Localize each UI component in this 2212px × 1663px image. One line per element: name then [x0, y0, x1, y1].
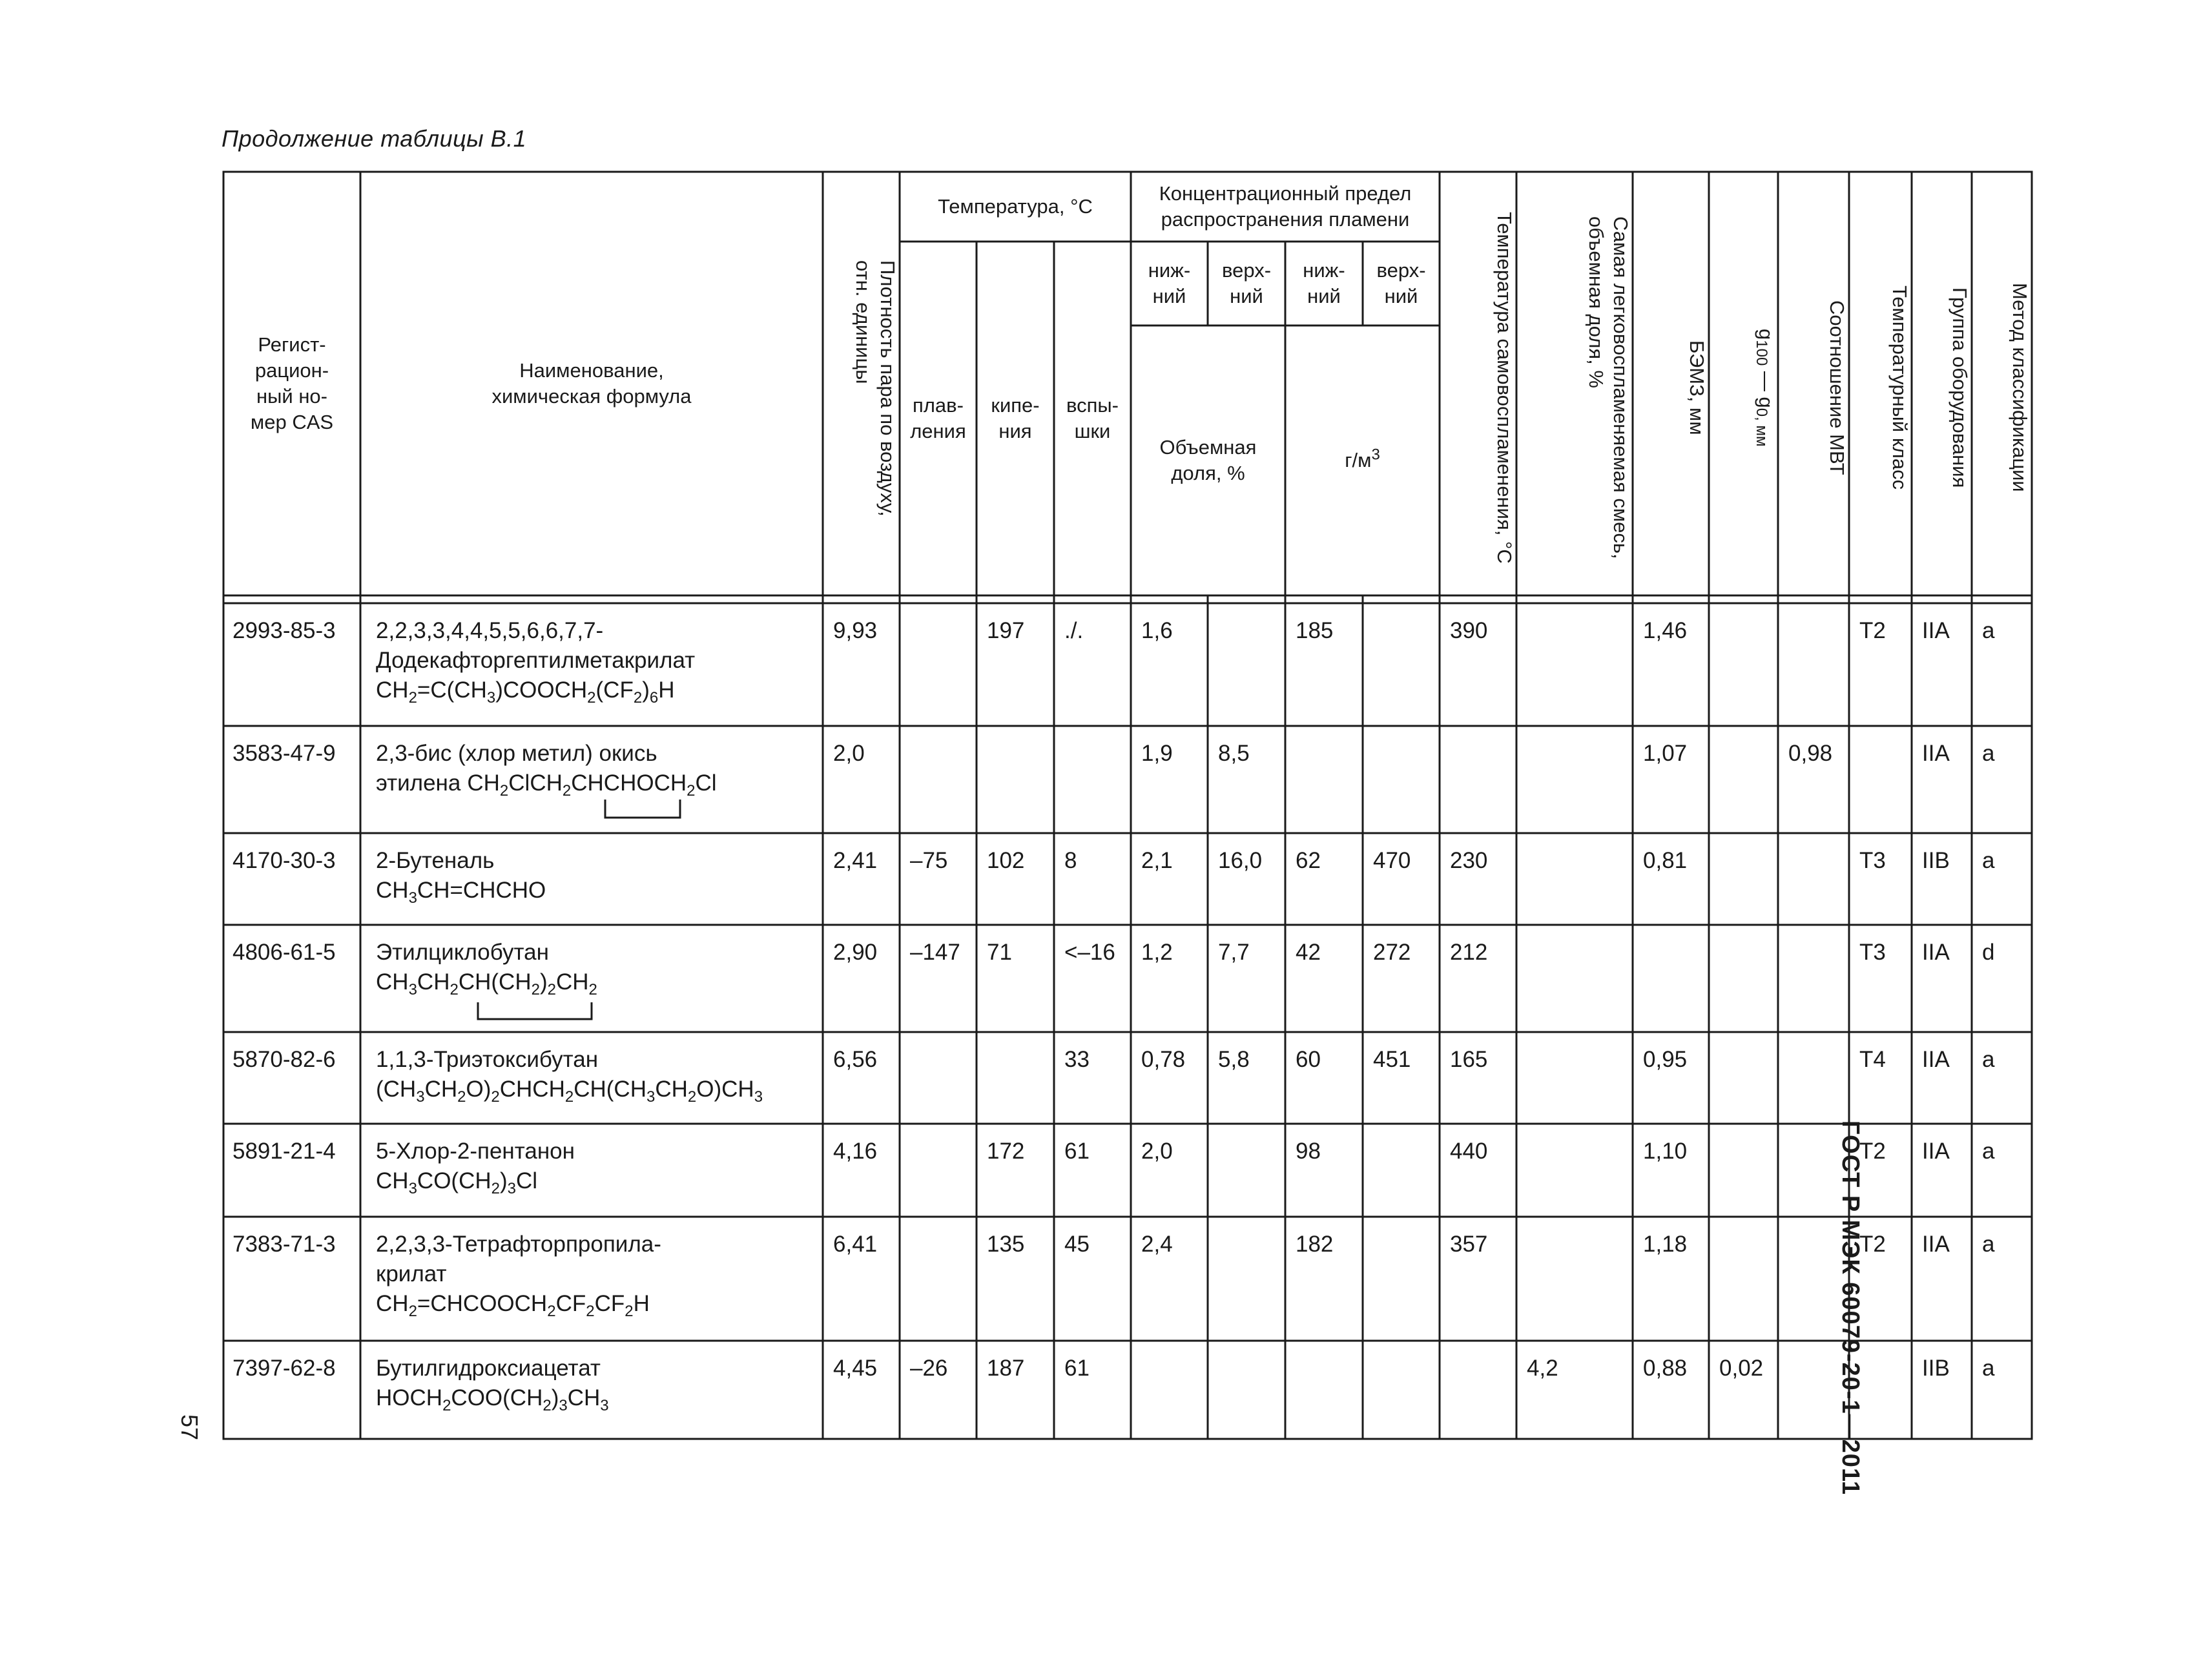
cell-mic [1778, 603, 1849, 726]
cell-density: 9,93 [833, 618, 878, 643]
formula-subscript: 3 [416, 1088, 425, 1106]
cell-vol-up [1208, 1217, 1285, 1341]
cell-method: a [1982, 1139, 1995, 1164]
cell-mix [1516, 603, 1633, 726]
cell-flash: 61 [1064, 1356, 1090, 1381]
formula-part: =C(CH [417, 677, 487, 703]
substance-name-line2: крилат [376, 1261, 447, 1286]
cell-mesg [1633, 925, 1709, 1032]
chemical-formula [376, 1075, 815, 1104]
header-mic-ratio: Соотношение МВТ [1826, 300, 1848, 475]
document-title: ГОСТ Р МЭК 60079-20-1—2011 [1837, 1120, 1865, 1496]
header-upper-vol: верх- ний [1221, 259, 1272, 307]
cell-g [1709, 833, 1778, 925]
cell-mic [1778, 1032, 1849, 1124]
cell-vol-low: 0,78 [1141, 1047, 1186, 1072]
substance-name: Этилциклобутан [376, 940, 549, 965]
cell-cas: 5891-21-4 [233, 1139, 336, 1164]
cell-melt [900, 603, 977, 726]
substance-name: Бутилгидроксиацетат [376, 1356, 601, 1381]
formula-subscript: 2 [442, 1397, 451, 1414]
cell-method: a [1982, 1356, 1995, 1381]
cell-method: a [1982, 618, 1995, 643]
cell-g [1709, 1124, 1778, 1217]
formula-part: )COOCH [495, 677, 588, 703]
chemical-formula [376, 1289, 815, 1319]
header-concentration: Концентрационный предел распространения пламени [1159, 182, 1412, 231]
cell-vol-up [1208, 603, 1285, 726]
cell-mic [1778, 1341, 1849, 1439]
formula-part: CH(CH [574, 1077, 646, 1102]
cell-name [360, 603, 823, 726]
header-equipment-group: Группа оборудования [1948, 287, 1971, 488]
cell-name [360, 1124, 823, 1217]
formula-part: CH [417, 969, 450, 995]
cell-g [1709, 726, 1778, 833]
cell-mesg: 0,81 [1643, 848, 1688, 873]
header-melt: плав- ления [910, 394, 966, 442]
formula-subscript: 2 [543, 1397, 552, 1414]
header-classification-method: Метод классификации [2009, 283, 2031, 492]
cell-g-low: 182 [1296, 1232, 1334, 1257]
header-lower-gm3: ниж- ний [1303, 259, 1345, 307]
header-g100-g0: $g_{100}$ — $g_{0, мм}$ [1752, 328, 1777, 447]
formula-subscript: 2 [450, 981, 459, 998]
formula-part: CH [567, 1385, 601, 1410]
cell-g [1709, 925, 1778, 1032]
cell-mesg: 0,95 [1643, 1047, 1688, 1072]
cell-group: IIA [1922, 940, 1950, 965]
header-boil: кипе- ния [991, 394, 1040, 442]
header-upper-gm3: верх- ний [1376, 259, 1426, 307]
cell-autoign [1440, 726, 1516, 833]
formula-part: CH [467, 770, 500, 796]
header-autoignition: Температура самовоспламенения, °С [1493, 211, 1516, 564]
cell-mix [1516, 833, 1633, 925]
cell-g-low: 185 [1296, 618, 1334, 643]
formula-part: ) [642, 677, 650, 703]
cell-boil: 102 [987, 848, 1025, 873]
cell-group: IIA [1922, 1139, 1950, 1164]
page-number: 57 [176, 1414, 203, 1441]
cell-autoign: 357 [1450, 1232, 1488, 1257]
formula-subscript: 2 [491, 1088, 500, 1106]
cell-melt [900, 1217, 977, 1341]
cell-g-up: 470 [1373, 848, 1411, 873]
formula-part: Cl [516, 1168, 538, 1193]
formula-subscript: 2 [499, 782, 509, 800]
cell-autoign [1440, 1341, 1516, 1439]
cell-g-up [1363, 603, 1440, 726]
substance-name: 2,3-бис (хлор метил) окись [376, 741, 657, 766]
formula-part: CO(CH [417, 1168, 491, 1193]
cell-autoign: 212 [1450, 940, 1488, 965]
cell-melt: –147 [910, 940, 960, 965]
formula-subscript: 3 [646, 1088, 656, 1106]
header-cas: Регист- рацион- ный но- мер CAS [250, 333, 334, 433]
cell-g-up [1363, 1217, 1440, 1341]
cell-boil: 71 [987, 940, 1012, 965]
formula-part: CHCH [499, 1077, 565, 1102]
cell-method: d [1982, 940, 1995, 965]
cell-tclass: T2 [1859, 1232, 1886, 1257]
cell-mesg: 1,07 [1643, 741, 1688, 766]
cell-tclass [1849, 1341, 1912, 1439]
cell-flash: 61 [1064, 1139, 1090, 1164]
cell-g [1709, 603, 1778, 726]
formula-part: =CHCOOCH [417, 1291, 548, 1316]
cell-vol-up: 8,5 [1218, 741, 1250, 766]
chemical-formula [376, 676, 815, 705]
chemical-formula [467, 770, 717, 800]
cell-boil: 187 [987, 1356, 1025, 1381]
cell-g-up [1363, 1341, 1440, 1439]
formula-part: ) [500, 1168, 508, 1193]
formula-part: CF [594, 1291, 625, 1316]
cell-mix: 4,2 [1527, 1356, 1558, 1381]
formula-subscript: 2 [687, 782, 696, 800]
cell-vol-low: 1,9 [1141, 741, 1173, 766]
cell-mesg: 1,18 [1643, 1232, 1688, 1257]
cell-mic [1778, 1217, 1849, 1341]
formula-part: CH [555, 969, 589, 995]
cell-vol-up: 7,7 [1218, 940, 1250, 965]
cell-cas: 7397-62-8 [233, 1356, 336, 1381]
cell-g-low [1285, 726, 1363, 833]
chemical-formula [376, 967, 815, 997]
cell-melt [900, 726, 977, 833]
cell-vol-up: 5,8 [1218, 1047, 1250, 1072]
cell-tclass: T3 [1859, 848, 1886, 873]
cell-density: 6,41 [833, 1232, 878, 1257]
cell-cas: 4806-61-5 [233, 940, 336, 965]
formula-part: CF [555, 1291, 586, 1316]
cell-mix [1516, 925, 1633, 1032]
cell-vol-low: 1,2 [1141, 940, 1173, 965]
formula-subscript: 2 [587, 689, 596, 707]
formula-part: ClCH [508, 770, 563, 796]
substance-name: 5-Хлор-2-пентанон [376, 1139, 575, 1164]
cell-group: IIA [1922, 1047, 1950, 1072]
header-density: Плотность пара по воздуху, отн. единицы [852, 260, 899, 517]
cell-vol-up [1208, 1124, 1285, 1217]
formula-subscript: 2 [625, 1303, 634, 1320]
cell-flash [1054, 726, 1131, 833]
cell-mic [1778, 1124, 1849, 1217]
cell-g [1709, 1032, 1778, 1124]
cell-boil: 135 [987, 1232, 1025, 1257]
formula-subscript: 2 [586, 1303, 595, 1320]
cell-density: 2,0 [833, 741, 865, 766]
cell-melt: –26 [910, 1356, 948, 1381]
header-mixture: Самая легковоспламеняемая смесь, объемная доля, % [1585, 216, 1632, 559]
cell-group: IIB [1922, 1356, 1950, 1381]
cell-flash: <–16 [1064, 940, 1115, 965]
substance-name-line2: Додекафторгептилметакрилат [376, 648, 696, 673]
header-temperature: Температура, °С [938, 195, 1093, 218]
cell-g-low: 98 [1296, 1139, 1321, 1164]
cell-density: 2,90 [833, 940, 878, 965]
formula-part: CH [376, 969, 409, 995]
cell-autoign: 390 [1450, 618, 1488, 643]
formula-subscript: 3 [408, 1180, 417, 1197]
cell-g-low [1285, 1341, 1363, 1439]
cell-mic [1778, 925, 1849, 1032]
substance-name: 2,2,3,3-Тетрафторпропила- [376, 1232, 661, 1257]
cell-boil: 197 [987, 618, 1025, 643]
formula-subscript: 2 [547, 981, 556, 998]
cell-name [360, 726, 823, 833]
cell-flash: 8 [1064, 848, 1077, 873]
cell-flash: 45 [1064, 1232, 1090, 1257]
formula-part: CH=CHCHO [417, 878, 546, 903]
cell-autoign: 440 [1450, 1139, 1488, 1164]
formula-part: (CH [376, 1077, 417, 1102]
cell-tclass: T2 [1859, 618, 1886, 643]
formula-subscript: 3 [408, 889, 417, 907]
cell-vol-low: 2,4 [1141, 1232, 1173, 1257]
header-lower-vol: ниж- ний [1148, 259, 1191, 307]
header-flash: вспы- шки [1066, 394, 1119, 442]
formula-subscript: 2 [408, 1303, 417, 1320]
cell-cas: 2993-85-3 [233, 618, 336, 643]
cell-mix [1516, 1217, 1633, 1341]
formula-part: HOCH [376, 1385, 443, 1410]
cell-mix [1516, 1124, 1633, 1217]
formula-subscript: 2 [562, 782, 572, 800]
cell-method: a [1982, 1232, 1995, 1257]
formula-subscript: 3 [507, 1180, 517, 1197]
formula-part: CH [424, 1077, 458, 1102]
cell-g: 0,02 [1719, 1356, 1764, 1381]
formula-subscript: 2 [633, 689, 643, 707]
cell-cas: 7383-71-3 [233, 1232, 336, 1257]
substance-name: 2-Бутеналь [376, 848, 495, 873]
cell-name [360, 833, 823, 925]
cell-mesg: 1,46 [1643, 618, 1688, 643]
cell-vol-low: 2,1 [1141, 848, 1173, 873]
formula-subscript: 3 [486, 689, 496, 707]
formula-part: (CF [595, 677, 634, 703]
formula-part: CH(CH [458, 969, 532, 995]
chemical-formula [376, 876, 815, 905]
formula-subscript: 2 [588, 981, 597, 998]
formula-subscript: 2 [457, 1088, 466, 1106]
formula-subscript: 3 [408, 981, 417, 998]
header-temperature-class: Температурный класс [1888, 285, 1911, 490]
chemical-formula [376, 1166, 815, 1196]
cell-method: a [1982, 1047, 1995, 1072]
formula-part: Cl [695, 770, 717, 796]
cell-vol-up [1208, 1341, 1285, 1439]
cell-tclass: T2 [1859, 1139, 1886, 1164]
cell-name [360, 925, 823, 1032]
cell-cas: 5870-82-6 [233, 1047, 336, 1072]
formula-subscript: 2 [687, 1088, 697, 1106]
header-name: Наименование, химическая формула [491, 359, 692, 408]
cell-boil [977, 726, 1054, 833]
header-mesg: БЭМЗ, мм [1686, 340, 1708, 435]
cell-autoign: 165 [1450, 1047, 1488, 1072]
formula-part: CHCHOCH [571, 770, 687, 796]
cell-g-up: 451 [1373, 1047, 1411, 1072]
cell-mesg: 0,88 [1643, 1356, 1688, 1381]
cell-density: 4,16 [833, 1139, 878, 1164]
cell-g-low: 60 [1296, 1047, 1321, 1072]
cell-melt: –75 [910, 848, 948, 873]
cell-mic: 0,98 [1788, 741, 1833, 766]
formula-part: H [633, 1291, 650, 1316]
cell-g-up [1363, 1124, 1440, 1217]
cell-autoign: 230 [1450, 848, 1488, 873]
cell-vol-up: 16,0 [1218, 848, 1263, 873]
header-gm3: $г/м^3$ [1345, 446, 1380, 471]
cell-tclass: T4 [1859, 1047, 1886, 1072]
cell-flash: ./. [1064, 618, 1084, 643]
formula-subscript: 2 [547, 1303, 556, 1320]
cell-vol-low: 2,0 [1141, 1139, 1173, 1164]
formula-part: CH [655, 1077, 688, 1102]
cell-group: IIA [1922, 1232, 1950, 1257]
cell-g-low: 42 [1296, 940, 1321, 965]
cell-vol-low [1131, 1341, 1208, 1439]
cell-vol-low: 1,6 [1141, 618, 1173, 643]
cell-mix [1516, 726, 1633, 833]
cell-name [360, 1032, 823, 1124]
formula-subscript: 3 [754, 1088, 763, 1106]
cell-cas: 4170-30-3 [233, 848, 336, 873]
formula-subscript: 6 [649, 689, 659, 707]
cell-g-low: 62 [1296, 848, 1321, 873]
substance-name: 1,1,3-Триэтоксибутан [376, 1047, 599, 1072]
cell-tclass [1849, 726, 1912, 833]
cell-g [1709, 1217, 1778, 1341]
formula-part: CH [376, 1291, 409, 1316]
cell-method: a [1982, 741, 1995, 766]
table-caption: Продолжение таблицы В.1 [222, 125, 527, 152]
formula-subscript: 2 [564, 1088, 574, 1106]
cell-name [360, 1341, 823, 1439]
formula-part: CH [376, 1168, 409, 1193]
formula-part: ) [539, 969, 548, 995]
formula-subscript: 2 [531, 981, 540, 998]
chemical-formula [376, 1383, 815, 1413]
formula-subscript: 2 [491, 1180, 500, 1197]
cell-density: 4,45 [833, 1356, 878, 1381]
formula-part: COO(CH [451, 1385, 543, 1410]
formula-part: CH [376, 878, 409, 903]
cell-boil: 172 [987, 1139, 1025, 1164]
formula-subscript: 3 [559, 1397, 568, 1414]
cell-group: IIB [1922, 848, 1950, 873]
formula-part: H [658, 677, 675, 703]
cell-mix [1516, 1032, 1633, 1124]
substance-name-line2: этилена [376, 770, 461, 796]
cell-cas: 3583-47-9 [233, 741, 336, 766]
header-volume-fraction: Объемная доля, % [1159, 436, 1257, 484]
cell-density: 2,41 [833, 848, 878, 873]
cell-boil [977, 1032, 1054, 1124]
cell-g-up [1363, 726, 1440, 833]
cell-mic [1778, 833, 1849, 925]
substance-name: 2,2,3,3,4,4,5,5,6,6,7,7- [376, 618, 604, 643]
cell-melt [900, 1124, 977, 1217]
formula-part: ) [551, 1385, 559, 1410]
cell-density: 6,56 [833, 1047, 878, 1072]
formula-subscript: 2 [408, 689, 417, 707]
formula-part: CH [376, 677, 409, 703]
formula-part: O)CH [696, 1077, 754, 1102]
cell-tclass: T3 [1859, 940, 1886, 965]
cell-name [360, 1217, 823, 1341]
cell-g-up: 272 [1373, 940, 1411, 965]
cell-group: IIA [1922, 741, 1950, 766]
formula-subscript: 3 [600, 1397, 609, 1414]
cell-group: IIA [1922, 618, 1950, 643]
cell-melt [900, 1032, 977, 1124]
formula-part: O) [466, 1077, 491, 1102]
cell-method: a [1982, 848, 1995, 873]
cell-flash: 33 [1064, 1047, 1090, 1072]
cell-mesg: 1,10 [1643, 1139, 1688, 1164]
